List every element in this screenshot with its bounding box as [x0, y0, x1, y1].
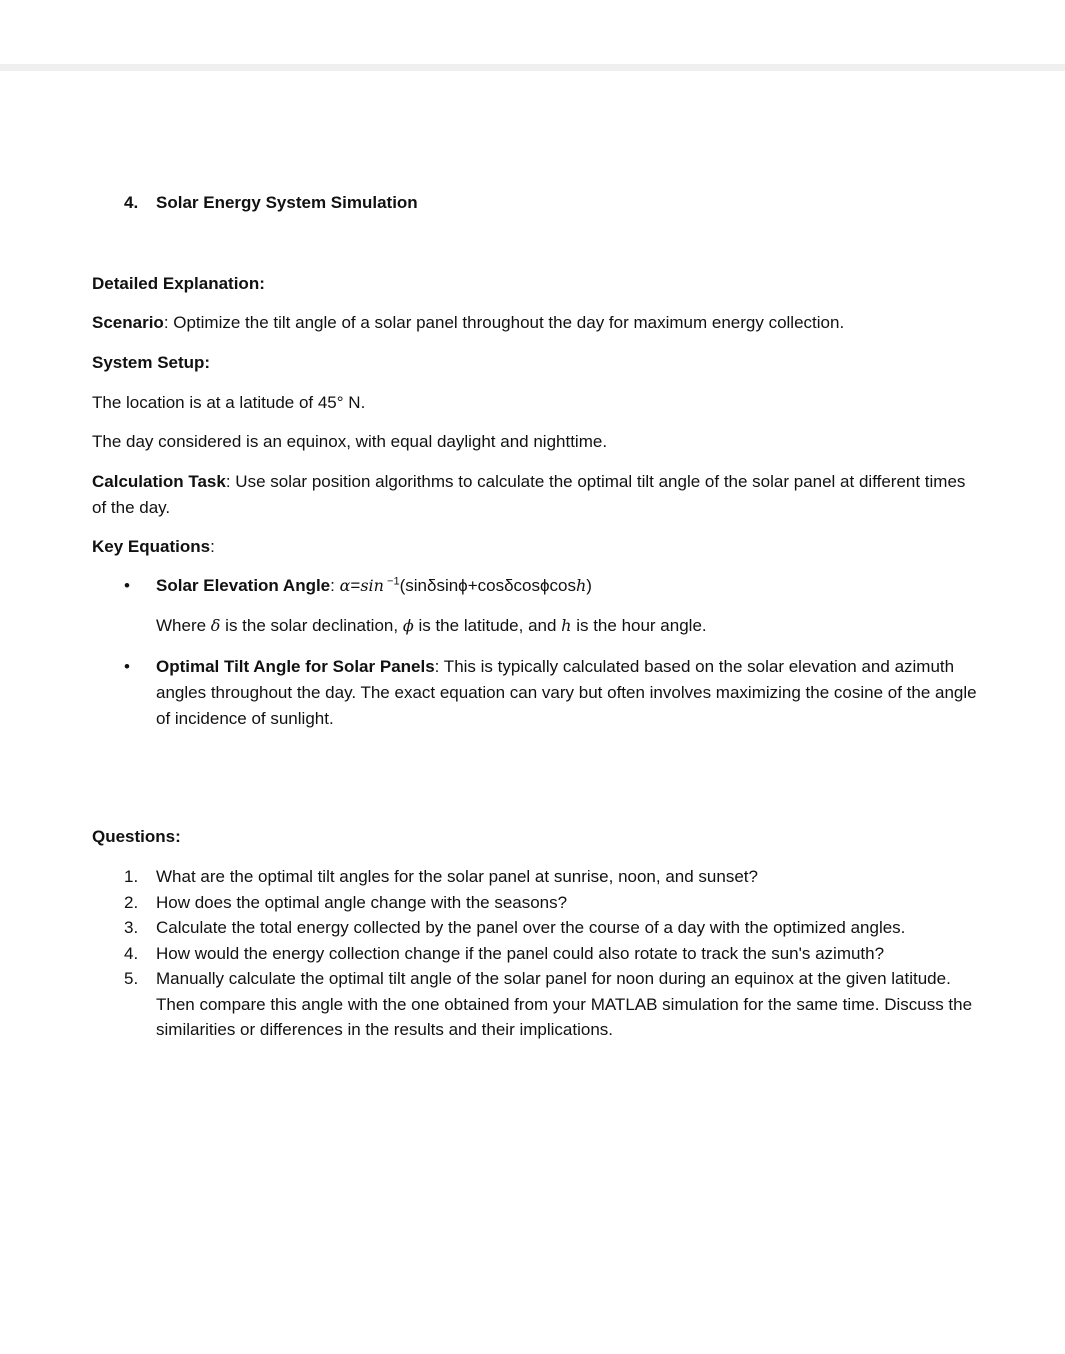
calc-task-text: : Use solar position algorithms to calculate the optimal tilt angle of the solar panel at different times of the day.	[92, 472, 966, 517]
question-item: 4. How would the energy collection change if the panel could also rotate to track the sun's azimuth?	[124, 943, 885, 963]
setup-equinox: The day considered is an equinox, with equal daylight and nighttime.	[92, 432, 608, 451]
bullet-dot: •	[124, 576, 130, 595]
section-heading	[124, 190, 418, 216]
scenario-label: Scenario	[92, 313, 164, 332]
question-item: 2. How does the optimal angle change with the seasons?	[124, 892, 568, 912]
tilt-description: Optimal Tilt Angle for Solar Panels: This is typically calculated based on the solar elevation and azimuth angles throughout the day. The exact equation can vary but often involves maximizing the cosine of the angle of incidence of sunlight.	[156, 657, 977, 728]
question-item: 5. Manually calculate the optimal tilt angle of the solar panel for noon during an equinox at the given latitude. Then compare this angle with the one obtained from your MATLAB simulation for the same time. Discuss the similarities or differences in the results and their implications.	[124, 969, 973, 1039]
questions-list	[124, 864, 984, 1043]
scenario-text: : Optimize the tilt angle of a solar panel throughout the day for maximum energy collection.	[163, 313, 845, 332]
system-setup-heading: System Setup:	[92, 353, 211, 372]
setup-latitude: The location is at a latitude of 45° N.	[92, 393, 366, 412]
question-item: 3. Calculate the total energy collected by the panel over the course of a day with the optimized angles.	[124, 918, 906, 937]
key-equations-heading: Key Equations:	[92, 537, 215, 556]
question-item: 1. What are the optimal tilt angles for the solar panel at sunrise, noon, and sunset?	[124, 867, 758, 886]
equation-item-tilt	[124, 654, 984, 732]
bullet-dot: •	[124, 657, 130, 676]
top-margin	[0, 0, 1065, 64]
explanation-heading: Detailed Explanation:	[92, 274, 265, 293]
equation-item-elevation	[124, 573, 984, 639]
elevation-equation: Solar Elevation Angle: α=sin $^{-1}$(sinδsinϕ+cosδcosϕcosh)	[156, 575, 592, 595]
page-separator	[0, 64, 1065, 71]
elevation-where-note: Where δ is the solar declination, ϕ is the latitude, and h is the hour angle.	[156, 616, 707, 635]
questions-heading: Questions:	[92, 827, 181, 846]
section-number: 4.	[124, 193, 139, 212]
section-title: Solar Energy System Simulation	[156, 193, 418, 212]
scenario-paragraph	[92, 310, 982, 336]
calculation-task-paragraph	[92, 469, 972, 521]
calc-task-label: Calculation Task	[92, 472, 226, 491]
